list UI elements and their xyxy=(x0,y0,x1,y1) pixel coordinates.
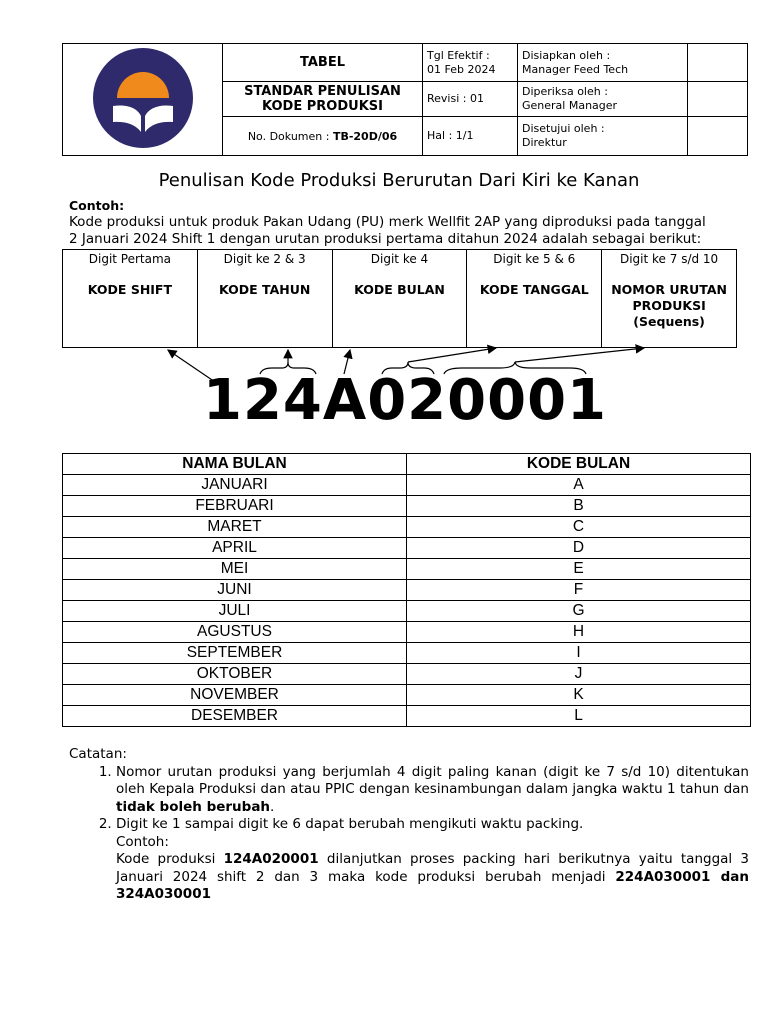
section-heading: Penulisan Kode Produksi Berurutan Dari Kiri ke Kanan xyxy=(158,170,640,191)
table-row xyxy=(63,601,751,622)
month-name-cell: NOVEMBER xyxy=(63,685,407,706)
notes-list xyxy=(69,764,749,904)
signature-box-2 xyxy=(688,82,748,117)
notes-section xyxy=(69,746,749,904)
note-2-line-1: 2. Digit ke 1 sampai digit ke 6 dapat berubah mengikuti waktu packing. xyxy=(116,816,584,832)
signature-box-1 xyxy=(688,44,748,82)
nodoc-label: No. Dokumen : xyxy=(247,129,330,143)
digit-label: KODE TAHUN xyxy=(219,282,311,297)
contoh-label: Contoh: xyxy=(69,198,125,213)
note-2-part-1: Kode produksi xyxy=(116,851,216,867)
digit-label: KODE TANGGAL xyxy=(479,282,589,297)
month-code-cell: I xyxy=(407,643,751,664)
column-header-nama-bulan: NAMA BULAN xyxy=(63,454,407,475)
diperiksa-label: Diperiksa oleh : xyxy=(522,85,608,98)
month-name-cell: OKTOBER xyxy=(63,664,407,685)
note-1-text: Nomor urutan produksi yang berjumlah 4 digit paling kanan (digit ke 7 s/d 10) ditentukan oleh Kepala Produksi dan atau PPIC dengan kesinambungan dalam jangka waktu 1 tahun dan xyxy=(116,763,749,797)
digit-box-2 xyxy=(197,250,332,348)
note-2-contoh: Contoh: xyxy=(116,833,169,850)
intro-line-2: 2 Januari 2024 Shift 1 dengan urutan produksi pertama ditahun 2024 adalah sebagai berikut: xyxy=(69,231,702,247)
diperiksa-cell xyxy=(518,82,688,117)
nomor-dokumen xyxy=(223,117,423,156)
month-code-table xyxy=(62,453,751,727)
month-code-cell: A xyxy=(407,475,751,496)
halaman: Hal : 1/1 xyxy=(423,117,518,156)
tgl-efektif-value: 01 Feb 2024 xyxy=(427,62,496,76)
note-2-example xyxy=(116,851,749,904)
title-line-2: KODE PRODUKSI xyxy=(262,99,383,114)
table-row xyxy=(63,643,751,664)
month-table-body xyxy=(63,475,751,727)
disetujui-label: Disetujui oleh : xyxy=(522,122,605,135)
digit-head: Digit ke 2 & 3 xyxy=(223,252,306,266)
month-name-cell: SEPTEMBER xyxy=(63,643,407,664)
month-name-cell: APRIL xyxy=(63,538,407,559)
revisi: Revisi : 01 xyxy=(423,82,518,117)
month-name-cell: MARET xyxy=(63,517,407,538)
diperiksa-value: General Manager xyxy=(522,99,618,112)
digit-box-1 xyxy=(63,250,198,348)
table-header-row xyxy=(63,454,751,475)
disetujui-value: Direktur xyxy=(522,136,567,149)
month-code-cell: D xyxy=(407,538,751,559)
digit-label: NOMOR URUTAN PRODUKSI (Sequens) xyxy=(611,282,727,329)
month-code-cell: H xyxy=(407,622,751,643)
table-row xyxy=(63,580,751,601)
example-production-code: 124A020001 xyxy=(202,368,608,433)
logo-cell xyxy=(63,44,223,156)
table-row xyxy=(63,475,751,496)
table-row xyxy=(63,685,751,706)
month-code-cell: L xyxy=(407,706,751,727)
table-row xyxy=(63,496,751,517)
title-line-1: STANDAR PENULISAN xyxy=(244,84,401,99)
disiapkan-value: Manager Feed Tech xyxy=(522,62,629,76)
tgl-efektif-cell xyxy=(423,44,518,82)
digit-label: KODE SHIFT xyxy=(87,282,172,297)
signature-box-3 xyxy=(688,117,748,156)
disiapkan-label: Disiapkan oleh : xyxy=(522,48,611,62)
digit-label: KODE BULAN xyxy=(354,282,445,297)
note-item-1 xyxy=(116,764,749,817)
column-header-kode-bulan: KODE BULAN xyxy=(407,454,751,475)
note-1-bold: tidak boleh berubah xyxy=(116,798,271,815)
digit-box-3 xyxy=(332,250,467,348)
disiapkan-cell xyxy=(518,44,688,82)
month-name-cell: MEI xyxy=(63,559,407,580)
month-name-cell: JANUARI xyxy=(63,475,407,496)
digit-head: Digit ke 5 & 6 xyxy=(493,252,576,266)
nodoc-value: TB-20D/06 xyxy=(332,129,398,143)
notes-title: Catatan: xyxy=(69,746,127,762)
table-row xyxy=(63,664,751,685)
digit-box-4 xyxy=(467,250,602,348)
digit-breakdown-table xyxy=(62,249,737,348)
digit-head: Digit ke 7 s/d 10 xyxy=(619,252,719,266)
tabel-label: TABEL xyxy=(223,44,423,82)
table-row xyxy=(63,538,751,559)
document-header xyxy=(62,43,748,156)
table-row xyxy=(63,559,751,580)
digit-head: Digit ke 4 xyxy=(370,252,429,266)
table-row xyxy=(63,622,751,643)
note-item-2 xyxy=(116,816,749,904)
table-row xyxy=(63,706,751,727)
month-name-cell: DESEMBER xyxy=(63,706,407,727)
note-1-end: . xyxy=(270,798,275,815)
company-logo xyxy=(91,46,195,150)
month-code-cell: K xyxy=(407,685,751,706)
month-code-cell: F xyxy=(407,580,751,601)
month-code-cell: C xyxy=(407,517,751,538)
digit-box-5 xyxy=(602,250,737,348)
intro-paragraph xyxy=(69,197,749,248)
note-2-code-2: 224A030001 dan 324A030001 xyxy=(116,868,749,902)
month-name-cell: JUNI xyxy=(63,580,407,601)
month-code-cell: B xyxy=(407,496,751,517)
document-title xyxy=(223,82,423,117)
note-2-part-2: dilanjutkan proses packing hari berikutnya yaitu tanggal 3 Januari 2024 shift 2 dan 3 maka kode produksi berubah menjadi xyxy=(116,851,749,885)
intro-line-1: Kode produksi untuk produk Pakan Udang (PU) merk Wellfit 2AP yang diproduksi pada tanggal xyxy=(69,214,706,230)
month-code-cell: J xyxy=(407,664,751,685)
month-code-cell: E xyxy=(407,559,751,580)
month-name-cell: AGUSTUS xyxy=(63,622,407,643)
digit-head: Digit Pertama xyxy=(88,252,172,266)
note-2-code-1: 124A020001 xyxy=(223,851,319,867)
disetujui-cell xyxy=(518,117,688,156)
month-code-cell: G xyxy=(407,601,751,622)
month-name-cell: JULI xyxy=(63,601,407,622)
month-name-cell: FEBRUARI xyxy=(63,496,407,517)
tgl-efektif-label: Tgl Efektif : xyxy=(427,48,490,62)
table-row xyxy=(63,517,751,538)
